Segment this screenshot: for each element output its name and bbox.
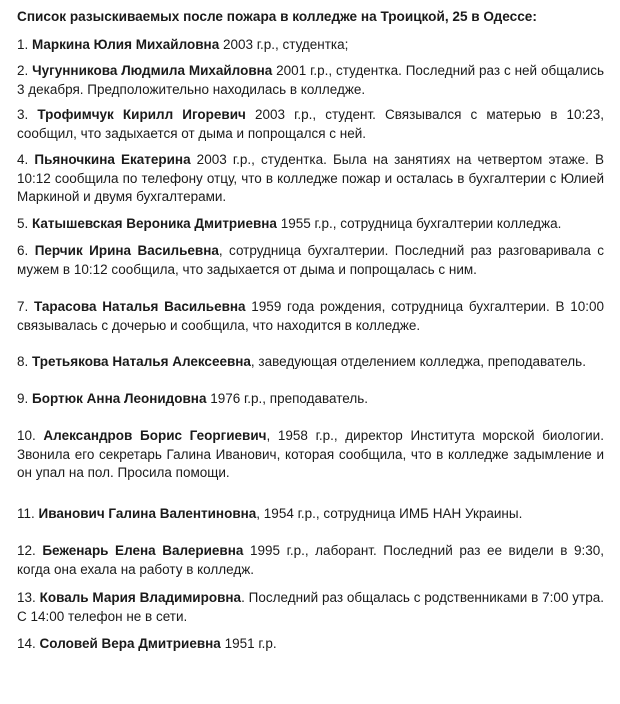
list-item-9 [17, 390, 604, 409]
item-number: 2. [17, 63, 33, 78]
person-name: Чугунникова Людмила Михайловна [32, 63, 273, 78]
list-item-10 [17, 427, 604, 483]
document-title: Список разыскиваемых после пожара в колледже на Троицкой, 25 в Одессе: [17, 9, 537, 24]
item-number: 5. [17, 216, 33, 231]
list-item-6 [17, 242, 604, 279]
item-number: 8. [17, 354, 33, 369]
item-details: 1959 года рождения, сотрудница бухгалтерии. В 10:00 связывалась с дочерью и сообщила, что находится в колледже. [17, 299, 604, 333]
person-name: Трофимчук Кирилл Игоревич [37, 107, 246, 122]
item-details: , сотрудница бухгалтерии. Последний раз разговаривала с мужем в 10:12 сообщила, что задыхается от дыма и попрощалась с ним. [17, 243, 604, 277]
item-details: , 1954 г.р., сотрудница ИМБ НАН Украины. [256, 506, 523, 521]
list-item-5 [17, 215, 604, 234]
item-number: 12. [17, 543, 43, 558]
person-name: Коваль Мария Владимировна [39, 590, 242, 605]
item-details: 2003 г.р., студент. Связывался с матерью в 10:23, сообщил, что задыхается от дыма и попрощался с ней. [17, 107, 605, 141]
item-details: 2003 г.р., студентка. Была на занятиях на четвертом этаже. В 10:12 сообщила по телефону отцу, что в колледже пожар и осталась в бухгалтерии с Юлией Маркиной и двумя бухгалтерами. [17, 152, 604, 204]
item-details: 1951 г.р. [220, 636, 277, 651]
person-name: Тарасова Наталья Васильевна [34, 299, 246, 314]
item-details: , заведующая отделением колледжа, преподаватель. [250, 354, 586, 369]
item-number: 9. [17, 391, 33, 406]
item-number: 14. [17, 636, 40, 651]
person-name: Перчик Ирина Васильевна [34, 243, 219, 258]
person-name: Соловей Вера Дмитриевна [39, 636, 221, 651]
item-number: 13. [17, 590, 40, 605]
item-number: 1. [17, 37, 33, 52]
item-number: 3. [17, 107, 38, 122]
item-details: 1995 г.р., лаборант. Последний раз ее видели в 9:30, когда она ехала на работу в колледж. [17, 543, 604, 577]
list-item-2 [17, 62, 604, 99]
list-item-8 [17, 353, 604, 372]
item-details: 2001 г.р., студентка. Последний раз с ней общались 3 декабря. Предположительно находилась в колледже. [17, 63, 605, 97]
person-name: Третьякова Наталья Алексеевна [32, 354, 251, 369]
person-name: Катышевская Вероника Дмитриевна [32, 216, 277, 231]
item-number: 11. [17, 506, 39, 521]
list-item-3 [17, 106, 604, 143]
item-number: 6. [17, 243, 35, 258]
person-name: Беженарь Елена Валериевна [42, 543, 244, 558]
person-name: Бортюк Анна Леонидовна [32, 391, 207, 406]
item-details: . Последний раз общалась с родственниками в 7:00 утра. С 14:00 телефон не в сети. [17, 590, 604, 624]
person-name: Иванович Галина Валентиновна [38, 506, 257, 521]
list-item-14 [17, 635, 604, 654]
item-number: 7. [17, 299, 34, 314]
item-details: 1976 г.р., преподаватель. [206, 391, 369, 406]
person-name: Маркина Юлия Михайловна [32, 37, 220, 52]
person-name: Александров Борис Георгиевич [43, 428, 267, 443]
list-item-11 [17, 505, 604, 524]
item-number: 4. [17, 152, 35, 167]
person-name: Пьяночкина Екатерина [34, 152, 191, 167]
item-number: 10. [17, 428, 44, 443]
item-details: 1955 г.р., сотрудница бухгалтерии колледжа. [276, 216, 562, 231]
list-item-12 [17, 542, 604, 579]
list-item-7 [17, 298, 604, 335]
item-details: , 1958 г.р., директор Института морской биологии. Звонила его секретарь Галина Иванович, которая сообщила, что в колледже задымление и он упал на пол. Просила помощи. [17, 428, 604, 480]
item-details: 2003 г.р., студентка; [219, 37, 349, 52]
list-item-4 [17, 151, 604, 207]
list-item-1 [17, 36, 604, 55]
list-item-13 [17, 589, 604, 626]
